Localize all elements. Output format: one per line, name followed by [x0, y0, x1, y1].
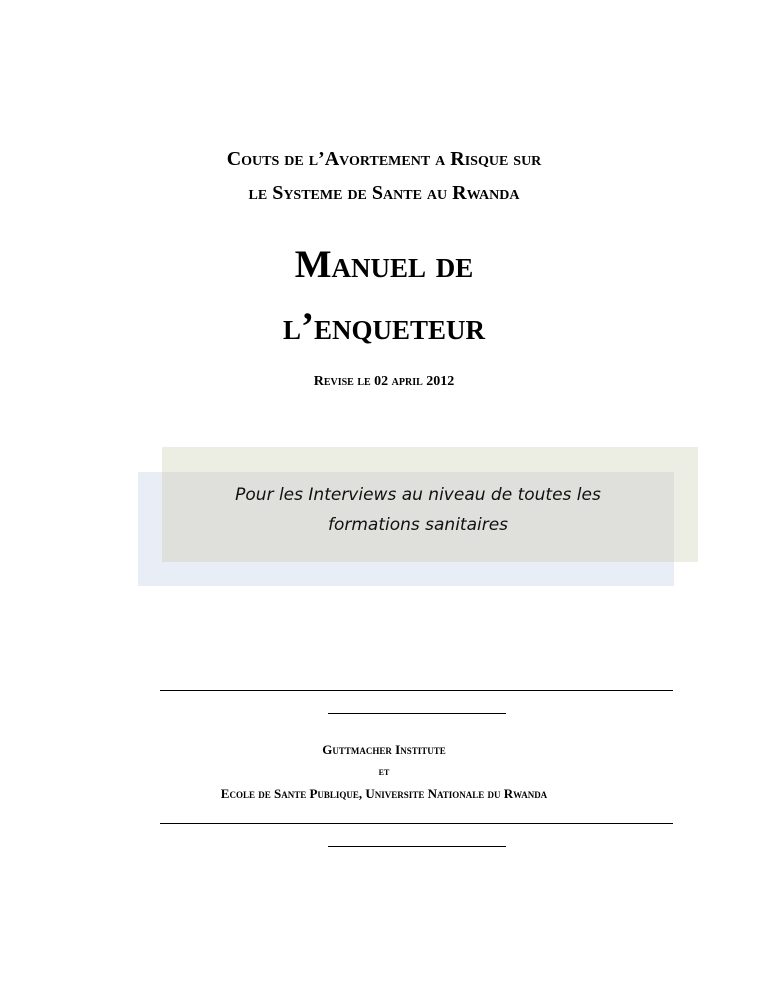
divider-rule-short [328, 713, 506, 714]
box-caption-line-1: Pour les Interviews au niveau de toutes les [235, 485, 601, 505]
document-title-line-2: le Systeme de Sante au Rwanda [248, 182, 520, 204]
divider-rule-bottom-short [328, 846, 506, 847]
manual-title-line-1: Manuel de [294, 243, 474, 286]
box-caption-line-2: formations sanitaires [327, 515, 509, 535]
box-caption [162, 480, 674, 540]
institution-guttmacher: Guttmacher Institute [322, 742, 446, 757]
divider-rule [160, 690, 673, 691]
document-title-line-1: Couts de l’Avortement a Risque sur [226, 148, 542, 170]
revision-date: Revise le 02 april 2012 [313, 374, 455, 389]
institution-ecole: Ecole de Sante Publique, Universite Nationale du Rwanda [220, 786, 548, 801]
manual-title-line-2: l’enqueteur [282, 305, 486, 348]
divider-rule-bottom [160, 823, 673, 824]
institution-conjunction: et [378, 766, 390, 778]
